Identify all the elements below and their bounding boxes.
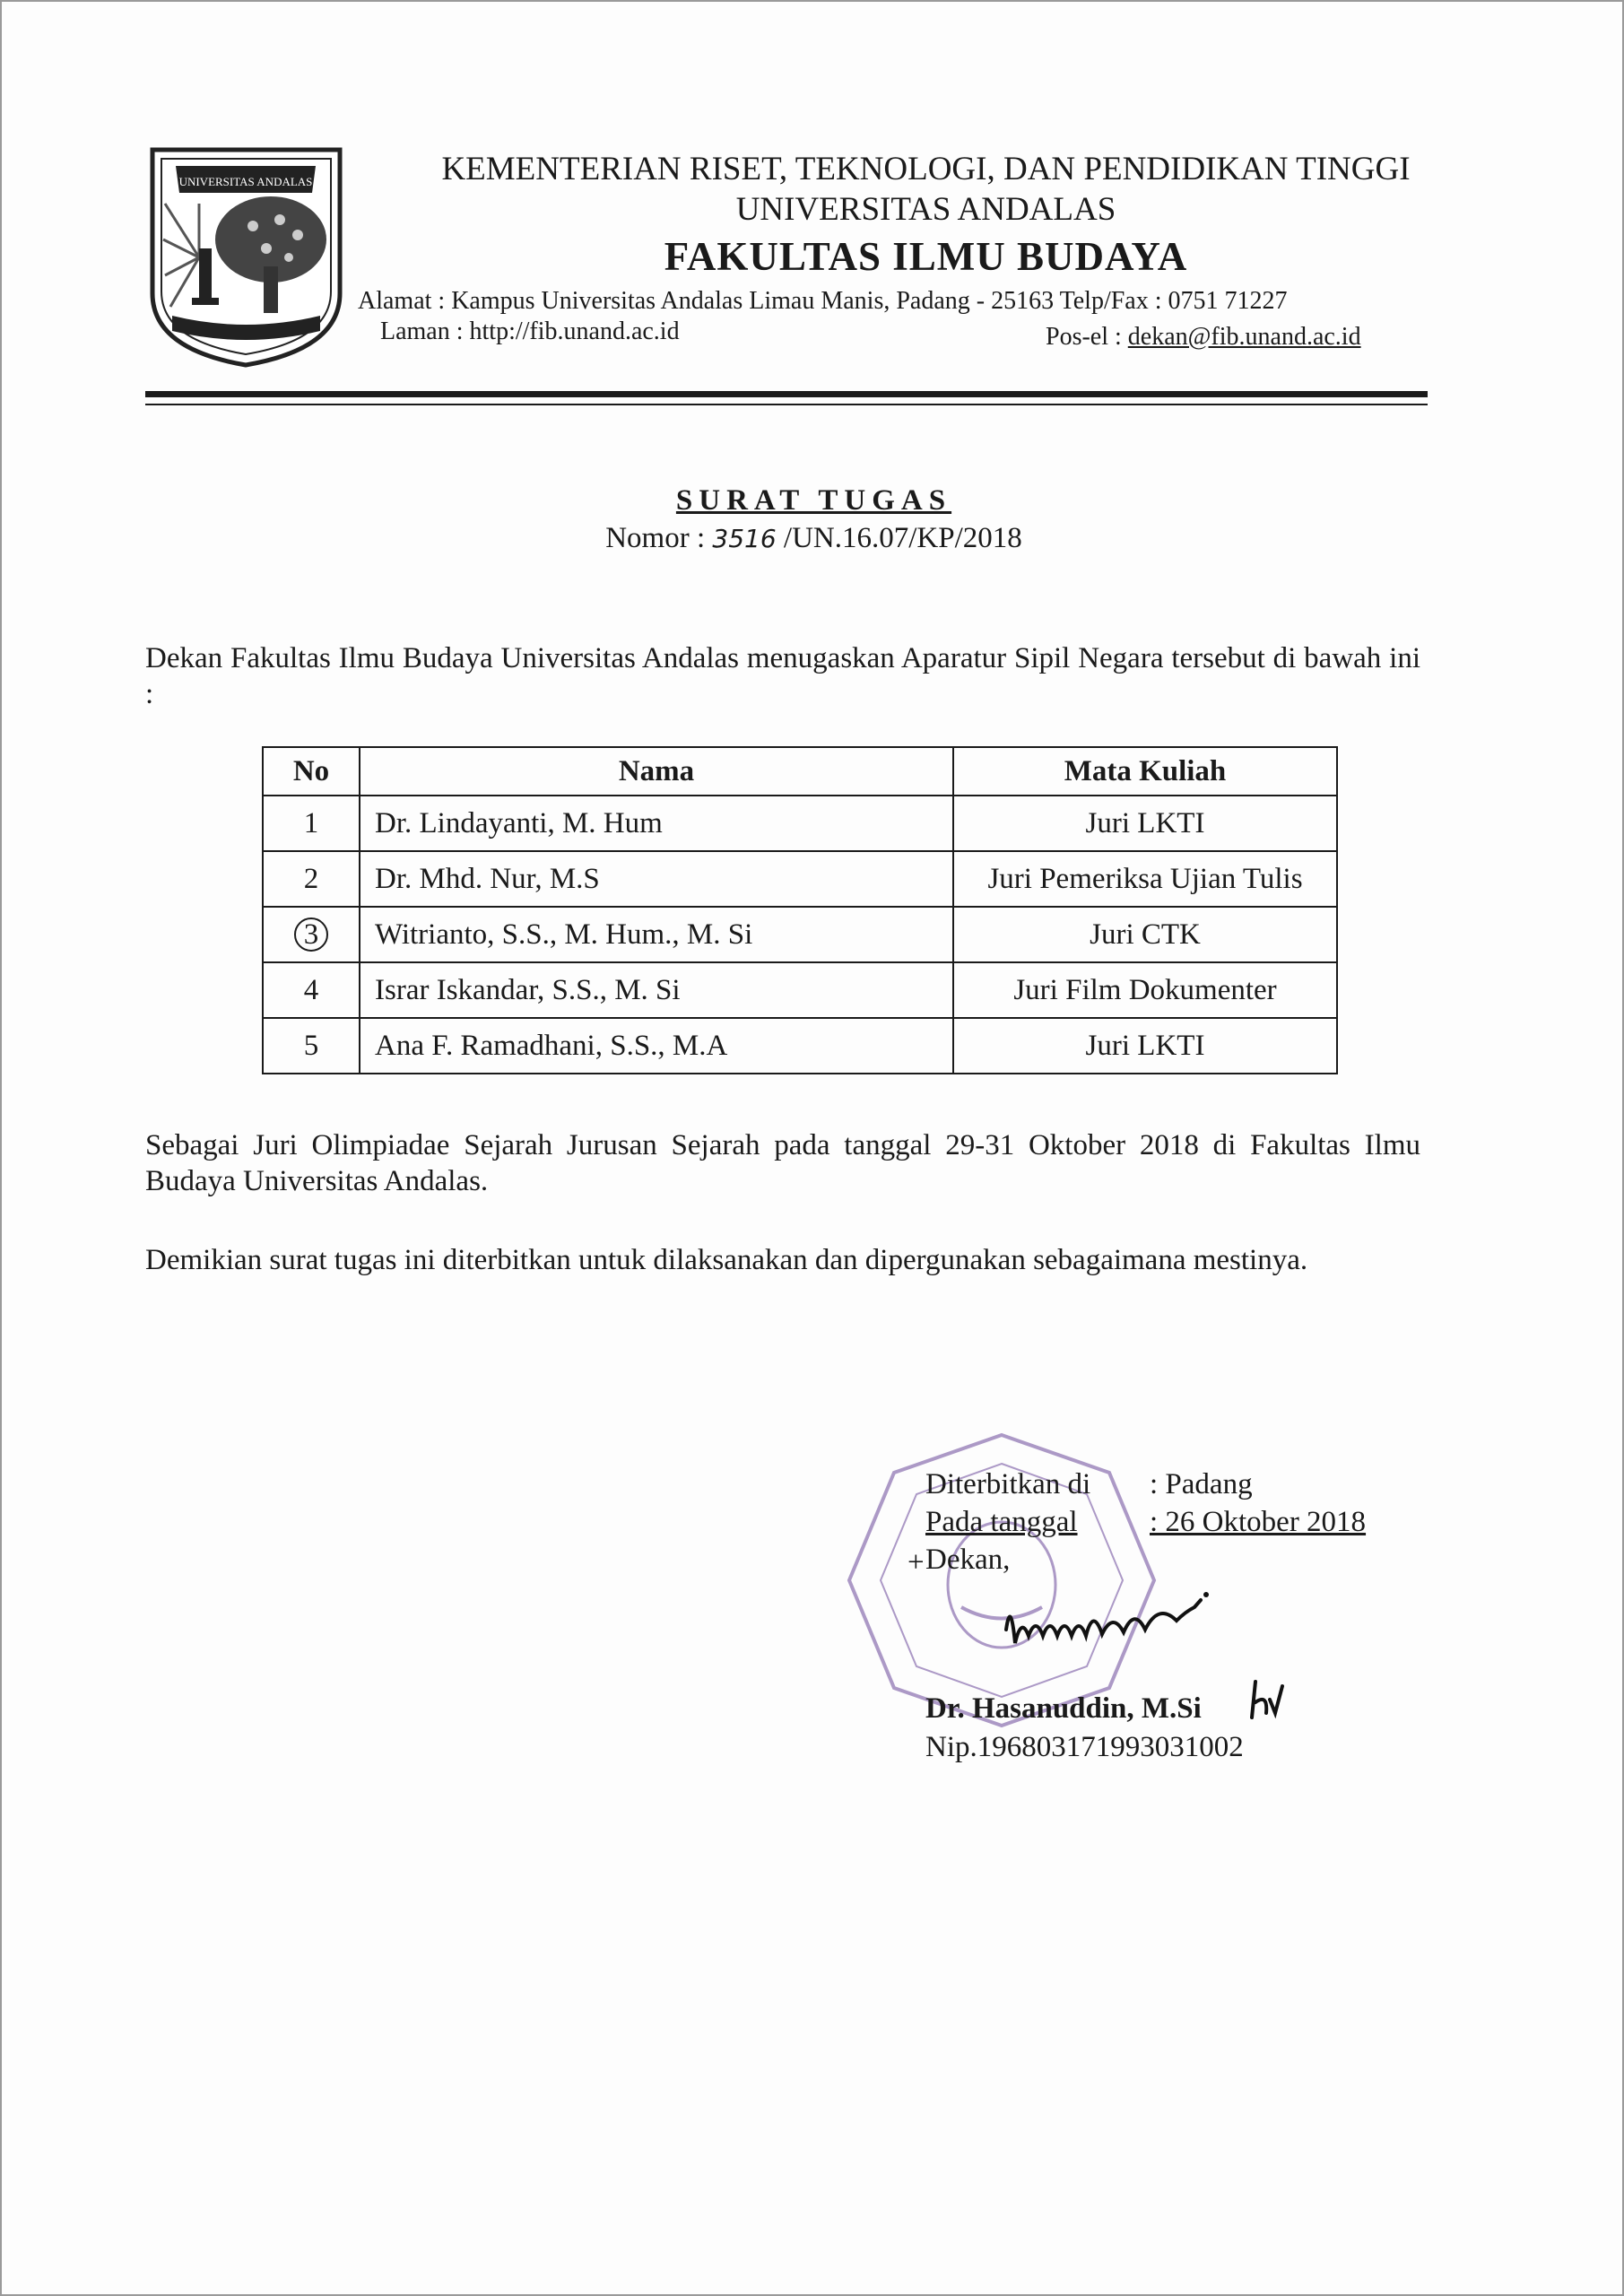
email-label: Pos-el : — [1046, 323, 1128, 351]
role-row: Dekan, — [925, 1544, 1011, 1576]
handwritten-number: 3516 — [712, 524, 777, 553]
table-row — [263, 1018, 1337, 1074]
signatory-name: Dr. Hasanuddin, M.Si — [925, 1692, 1202, 1725]
signature-block — [925, 1465, 1366, 1578]
table-header-row — [263, 747, 1337, 796]
cell-mata-kuliah: Juri LKTI — [953, 796, 1337, 851]
table-row — [263, 796, 1337, 851]
website-line: Laman : http://fib.unand.ac.id — [380, 317, 680, 345]
header-no: No — [263, 747, 360, 796]
ministry-name: KEMENTERIAN RISET, TEKNOLOGI, DAN PENDIDIKAN TINGGI — [441, 151, 1411, 187]
cell-nama: Ana F. Ramadhani, S.S., M.A — [360, 1018, 953, 1074]
purpose-paragraph: Sebagai Juri Olimpiadae Sejarah Jurusan Sejarah pada tanggal 29-31 Oktober 2018 di Fakultas Ilmu Budaya Universitas Andalas. — [145, 1129, 1420, 1197]
cell-mata-kuliah: Juri CTK — [953, 907, 1337, 962]
cell-mata-kuliah: Juri LKTI — [953, 1018, 1337, 1074]
table-row — [263, 962, 1337, 1018]
letter-title: SURAT TUGAS — [675, 484, 952, 517]
header-nama: Nama — [360, 747, 953, 796]
cell-nama: Witrianto, S.S., M. Hum., M. Si — [360, 907, 953, 962]
cell-nama: Dr. Mhd. Nur, M.S — [360, 851, 953, 907]
svg-text:UNIVERSITAS ANDALAS: UNIVERSITAS ANDALAS — [178, 175, 313, 188]
cell-no: 1 — [263, 796, 360, 851]
cell-no: 4 — [263, 962, 360, 1018]
university-name: UNIVERSITAS ANDALAS — [735, 191, 1116, 228]
date-row: Pada tanggal : 26 Oktober 2018 — [925, 1506, 1367, 1538]
email-link[interactable]: dekan@fib.unand.ac.id — [1127, 323, 1361, 351]
header-mata-kuliah: Mata Kuliah — [953, 747, 1337, 796]
handwritten-plus-mark: + — [908, 1546, 925, 1578]
table-row — [263, 851, 1337, 907]
signature-icon — [1002, 1580, 1217, 1661]
issued-at-row: Diterbitkan di : Padang — [925, 1468, 1253, 1500]
closing-paragraph: Demikian surat tugas ini diterbitkan untuk dilaksanakan dan dipergunakan sebagaimana mestinya. — [145, 1244, 1308, 1276]
header-rule-thick — [145, 391, 1428, 397]
assignee-table — [262, 746, 1338, 1074]
cell-nama: Dr. Lindayanti, M. Hum — [360, 796, 953, 851]
cell-mata-kuliah: Juri Film Dokumenter — [953, 962, 1337, 1018]
faculty-name: FAKULTAS ILMU BUDAYA — [664, 234, 1188, 279]
intro-paragraph: Dekan Fakultas Ilmu Budaya Universitas Andalas menugaskan Aparatur Sipil Negara tersebut di bawah ini : — [145, 642, 1420, 710]
address-line: Alamat : Kampus Universitas Andalas Limau Manis, Padang - 25163 Telp/Fax : 0751 71227 — [358, 287, 1288, 315]
email-line — [1046, 323, 1361, 352]
header-rule-thin — [145, 404, 1428, 405]
cell-mata-kuliah: Juri Pemeriksa Ujian Tulis — [953, 851, 1337, 907]
cell-nama: Israr Iskandar, S.S., M. Si — [360, 962, 953, 1018]
initials-icon — [1243, 1677, 1288, 1722]
signatory-nip: Nip.196803171993031002 — [925, 1731, 1244, 1763]
table-row — [263, 907, 1337, 962]
cell-no: 2 — [263, 851, 360, 907]
letter-number: Nomor : 3516 /UN.16.07/KP/2018 — [605, 522, 1022, 554]
circled-number: 3 — [294, 918, 328, 952]
cell-no — [263, 907, 360, 962]
cell-no: 5 — [263, 1018, 360, 1074]
